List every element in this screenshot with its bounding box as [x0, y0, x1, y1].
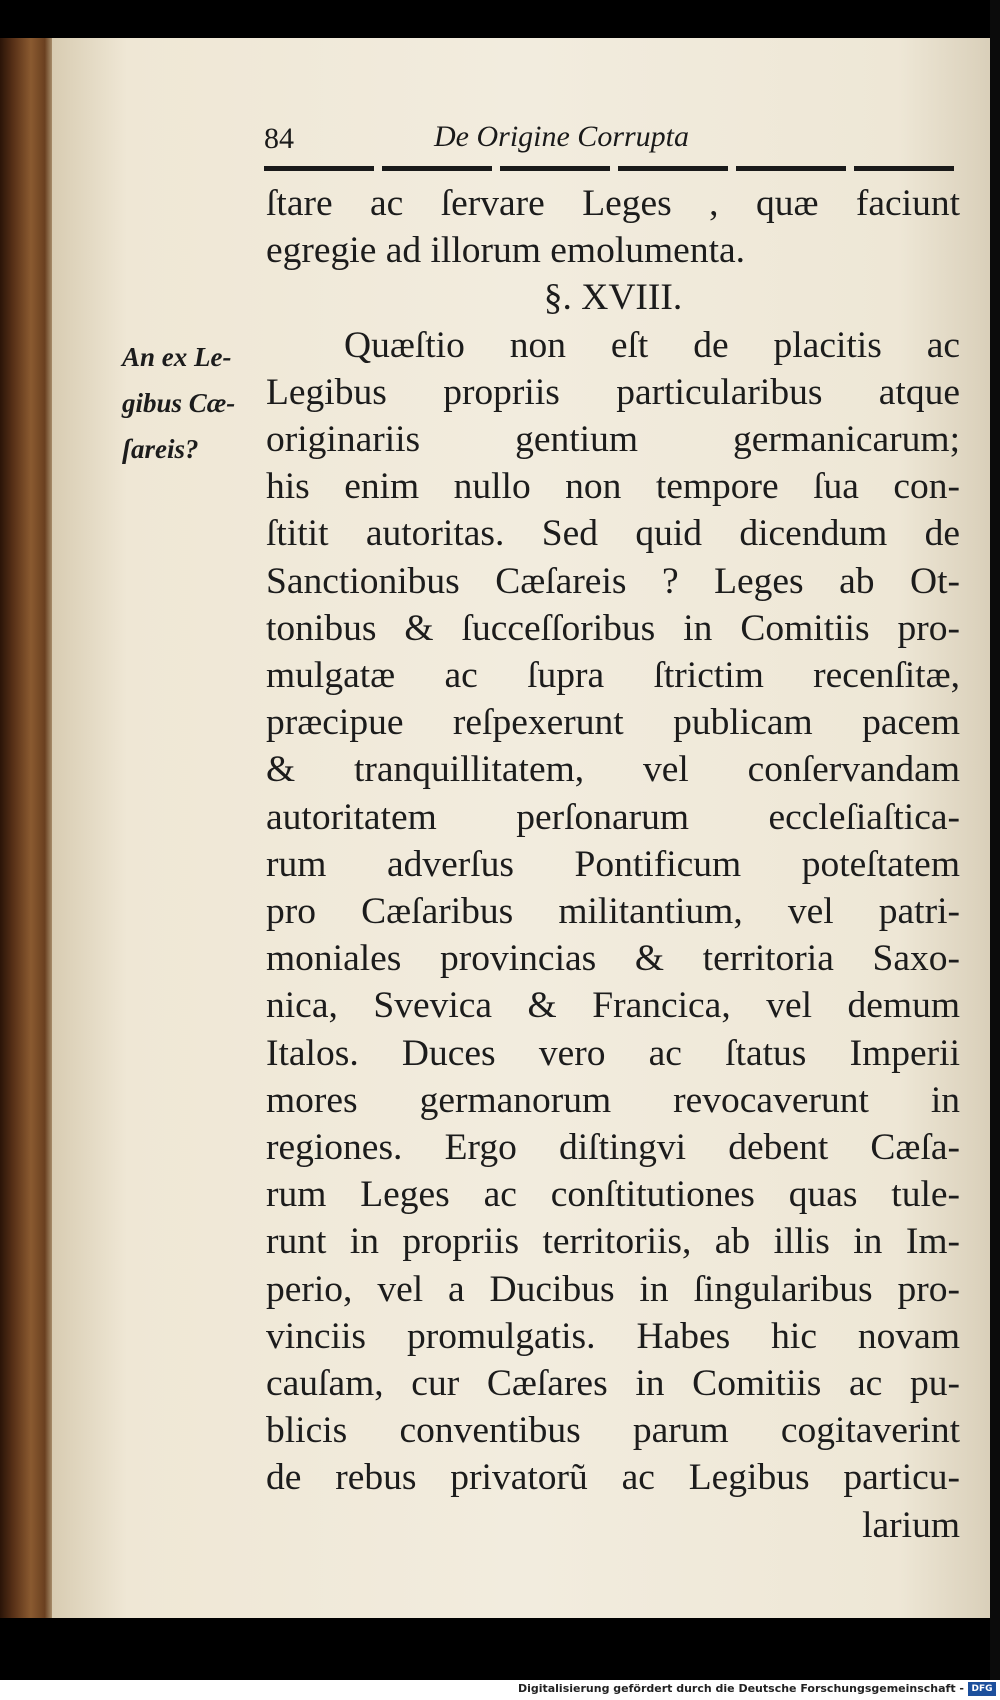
text-line: rum Leges ac conſtitutiones quas tule-	[266, 1174, 960, 1216]
section-heading: §. XVIII.	[543, 277, 683, 319]
footer-credit: Digitalisierung gefördert durch die Deutsche Forschungsgemeinschaft -	[517, 1682, 964, 1695]
header-rule	[264, 166, 954, 171]
text-line: pro Cæſaribus militantium, vel patri-	[266, 891, 960, 933]
catchword: larium	[862, 1504, 960, 1546]
text-line: mores germanorum revocaverunt in	[266, 1079, 960, 1121]
text-line: runt in propriis territoriis, ab illis in Im-	[266, 1221, 960, 1263]
text-line: moniales provincias & territoria Saxo-	[266, 938, 960, 980]
text-line: regiones. Ergo diſtingvi debent Cæſa-	[266, 1127, 960, 1169]
page-number: 84	[264, 122, 294, 155]
text-line: ſtare ac ſervare Leges , quæ faciunt	[266, 183, 960, 224]
margin-note-line: ſareis?	[122, 434, 199, 464]
text-line: de rebus privatorũ ac Legibus particu-	[266, 1457, 960, 1499]
text-line: cauſam, cur Cæſares in Comitiis ac pu-	[266, 1363, 960, 1405]
text-line: præcipue reſpexerunt publicam pacem	[266, 702, 960, 744]
text-line: originariis gentium germanicarum;	[266, 419, 960, 461]
text-line: nica, Svevica & Francica, vel demum	[266, 985, 960, 1027]
text-line: mulgatæ ac ſupra ſtrictim recenſitæ,	[266, 655, 960, 697]
margin-note-line: gibus Cæ-	[122, 388, 236, 418]
text-line: perio, vel a Ducibus in ſingularibus pro-	[266, 1268, 960, 1310]
body-text	[266, 180, 960, 1549]
text-line: rum adverſus Pontificum poteſtatem	[266, 843, 960, 885]
text-line: autoritatem perſonarum eccleſiaſtica-	[266, 796, 960, 838]
text-line: Italos. Duces vero ac ſtatus Imperii	[266, 1032, 960, 1074]
text-line: & tranquillitatem, vel conſervandam	[266, 749, 960, 791]
text-line: Legibus propriis particularibus atque	[266, 371, 960, 413]
text-line: Sanctionibus Cæſareis ? Leges ab Ot-	[266, 560, 960, 602]
text-line: Quæſtio non eſt de placitis ac	[344, 324, 960, 366]
text-line: blicis conventibus parum cogitaverint	[266, 1410, 960, 1452]
digitization-footer	[0, 1680, 1000, 1700]
margin-note-line: An ex Le-	[122, 342, 232, 372]
text-line: his enim nullo non tempore ſua con-	[266, 466, 960, 508]
running-title: De Origine Corrupta	[434, 120, 689, 153]
page-edge	[990, 0, 1000, 1700]
page-header	[264, 120, 964, 170]
text-line: ſtitit autoritas. Sed quid dicendum de	[266, 513, 960, 555]
text-line: tonibus & ſucceſſoribus in Comitiis pro-	[266, 607, 960, 649]
book-spine	[0, 38, 56, 1618]
text-line: egregie ad illorum emolumenta.	[266, 230, 746, 272]
dfg-logo-icon: DFG	[968, 1682, 996, 1696]
margin-note	[122, 334, 262, 472]
text-line: vinciis promulgatis. Habes hic novam	[266, 1315, 960, 1357]
